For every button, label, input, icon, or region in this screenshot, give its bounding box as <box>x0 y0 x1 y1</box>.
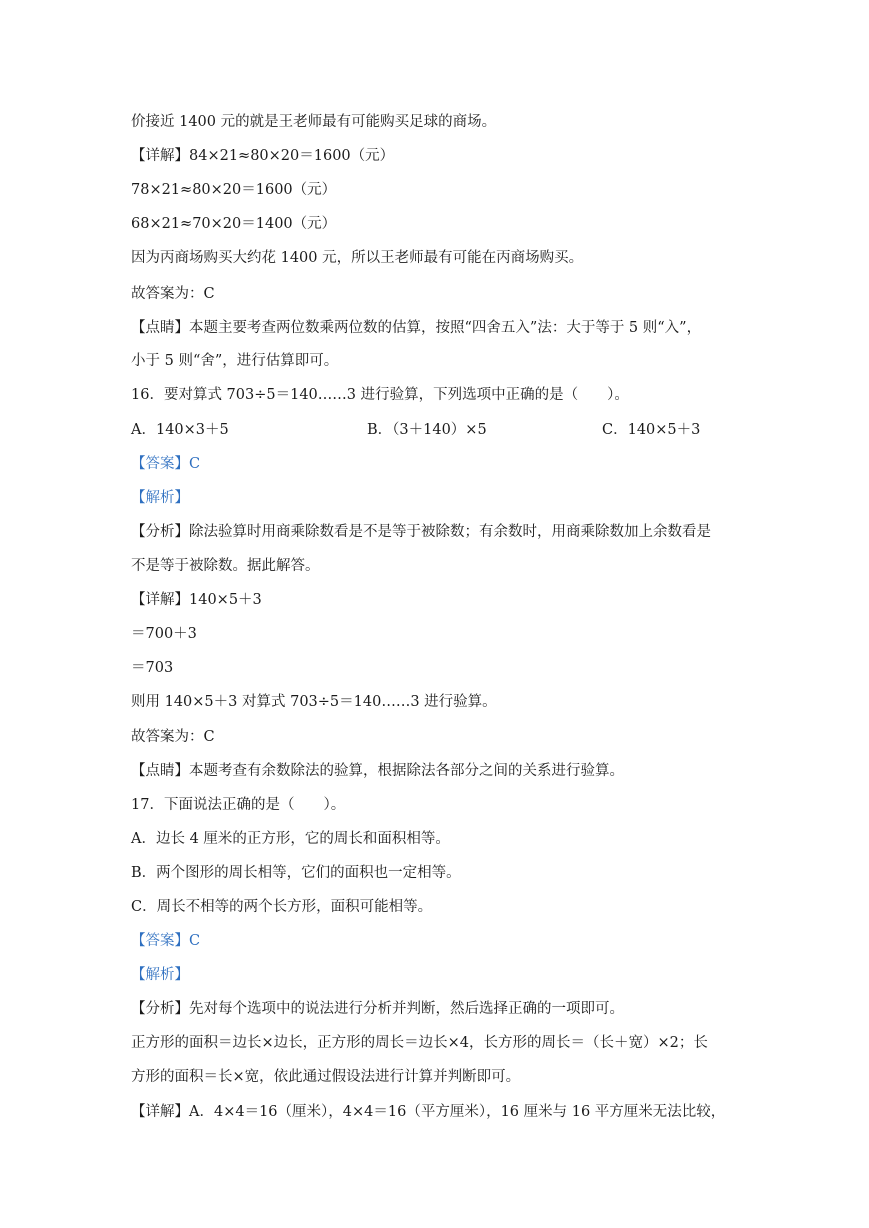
calc-line: ＝700＋3 <box>131 626 197 642</box>
option-b: B．两个图形的周长相等，它们的面积也一定相等。 <box>131 865 461 881</box>
option-c: C．周长不相等的两个长方形，面积可能相等。 <box>131 899 433 915</box>
option-c: C．140×5＋3 <box>602 422 701 438</box>
comment-line: 【点睛】本题考查有余数除法的验算，根据除法各部分之间的关系进行验算。 <box>131 763 624 779</box>
conclusion-line: 则用 140×5＋3 对算式 703÷5＝140……3 进行验算。 <box>131 694 497 710</box>
detail-line: 【详解】A．4×4＝16（厘米），4×4＝16（平方厘米），16 厘米与 16 平方厘米无法比较， <box>131 1104 726 1120</box>
calc-line: 78×21≈80×20＝1600（元） <box>131 182 337 198</box>
answer-label: 【答案】C <box>131 933 201 949</box>
question-17: 17．下面说法正确的是（ ）。 <box>131 797 346 813</box>
option-b: B．（3＋140）×5 <box>367 422 487 438</box>
analysis-label: 【解析】 <box>131 490 189 506</box>
answer-line: 故答案为：C <box>131 729 215 745</box>
calc-line: 68×21≈70×20＝1400（元） <box>131 216 337 232</box>
analysis-line: 方形的面积＝长×宽，依此通过假设法进行计算并判断即可。 <box>131 1069 521 1085</box>
analysis-line: 【分析】先对每个选项中的说法进行分析并判断，然后选择正确的一项即可。 <box>131 1001 624 1017</box>
calc-line: ＝703 <box>131 660 174 676</box>
option-a: A．140×3＋5 <box>131 422 229 438</box>
detail-line: 【详解】140×5＋3 <box>131 592 262 608</box>
detail-line: 【详解】84×21≈80×20＝1600（元） <box>131 148 395 164</box>
analysis-line: 【分析】除法验算时用商乘除数看是不是等于被除数；有余数时，用商乘除数加上余数看是 <box>131 524 711 540</box>
comment-line: 【点睛】本题主要考查两位数乘两位数的估算，按照“四舍五入”法：大于等于 5 则“入”， <box>131 320 702 336</box>
analysis-line: 不是等于被除数。据此解答。 <box>131 558 320 574</box>
analysis-line: 正方形的面积＝边长×边长，正方形的周长＝边长×4，长方形的周长＝（长＋宽）×2；长 <box>131 1035 708 1051</box>
answer-line: 故答案为：C <box>131 286 215 302</box>
comment-line: 小于 5 则“舍”，进行估算即可。 <box>131 353 339 369</box>
analysis-label: 【解析】 <box>131 967 189 983</box>
option-a: A．边长 4 厘米的正方形，它的周长和面积相等。 <box>131 831 450 847</box>
text-line-continuation: 价接近 1400 元的就是王老师最有可能购买足球的商场。 <box>131 114 497 130</box>
question-16: 16．要对算式 703÷5＝140……3 进行验算，下列选项中正确的是（ ）。 <box>131 387 629 403</box>
conclusion-line: 因为丙商场购买大约花 1400 元，所以王老师最有可能在丙商场购买。 <box>131 250 584 266</box>
answer-label: 【答案】C <box>131 456 201 472</box>
